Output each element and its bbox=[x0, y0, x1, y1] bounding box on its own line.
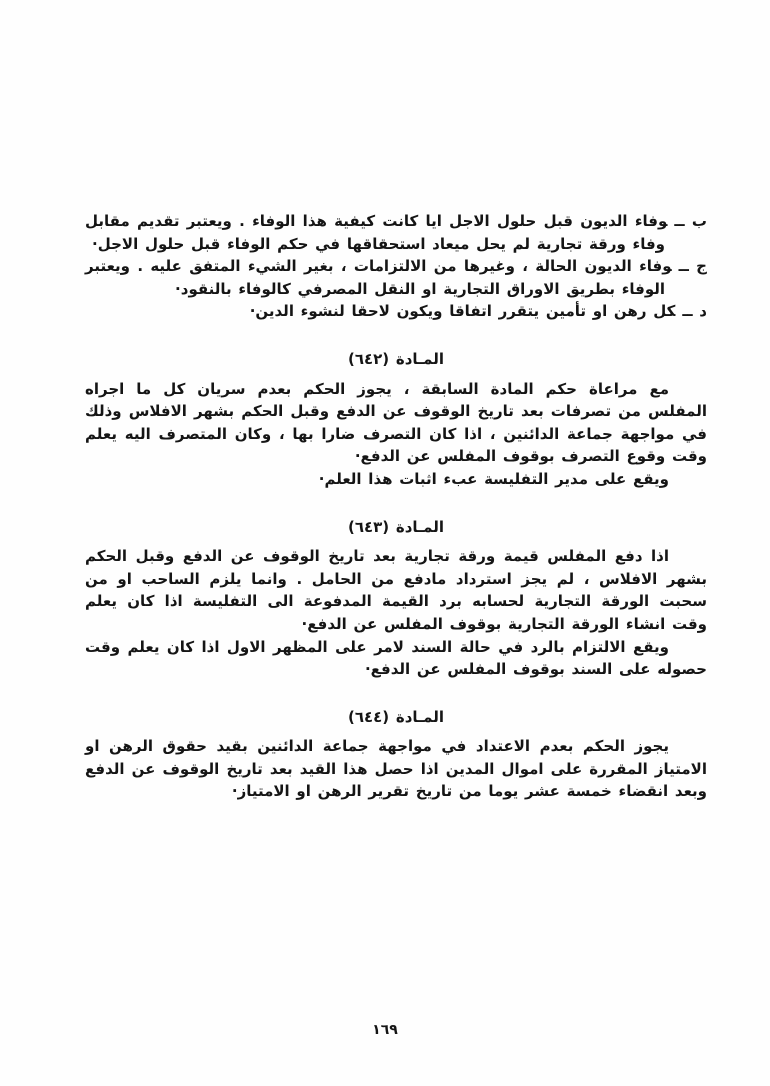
text-column bbox=[85, 210, 707, 803]
clause-marker: د ــ bbox=[682, 302, 707, 321]
clause-marker: ب ــ bbox=[674, 212, 707, 230]
article-heading: المـادة (٦٤٤) bbox=[347, 707, 445, 726]
article-paragraph: ويقع الالتزام بالرد في حالة السند لامر على المظهر الاول اذا كان يعلم وقت حصوله على السند بوقوف المفلس عن الدفع· bbox=[85, 637, 707, 679]
article-643 bbox=[85, 516, 707, 681]
page-number: ١٦٩ bbox=[372, 1022, 398, 1038]
article-644 bbox=[85, 706, 707, 803]
article-paragraph: ويقع على مدير التفليسة عبء اثبات هذا العلم· bbox=[318, 469, 669, 488]
clause-item-j bbox=[85, 255, 707, 300]
clause-marker: ج ــ bbox=[678, 257, 707, 276]
article-642 bbox=[85, 348, 707, 491]
article-heading: المـادة (٦٤٢) bbox=[347, 349, 445, 368]
clause-item-b bbox=[85, 210, 707, 255]
article-paragraph: اذا دفع المفلس قيمة ورقة تجارية بعد تاريخ الوقوف عن الدفع وقبل الحكم بشهر الافلاس ، لم يجز استرداد مادفع من الحامل . وانما يلزم الساحب او من سحبت الورقة التجارية لحسابه برد القيمة المدفوعة الى التفليسة اذا كان يعلم وقت انشاء الورقة التجارية بوقوف المفلس عن الدفع· bbox=[85, 547, 707, 633]
clause-text: كل رهن او تأمين يتقرر اتفاقا ويكون لاحقا لنشوء الدين· bbox=[249, 302, 676, 321]
clause-text: وفاء الديون الحالة ، وغيرها من الالتزامات ، بغير الشيء المتفق عليه . ويعتبر الوفاء بطريق الاوراق التجارية او النقل المصرفي كالوفاء بالنقود· bbox=[85, 257, 672, 298]
article-heading: المـادة (٦٤٣) bbox=[347, 517, 445, 536]
article-paragraph: يجوز الحكم بعدم الاعتداد في مواجهة جماعة الدائنين بقيد حقوق الرهن او الامتياز المقررة على اموال المدين اذا حصل هذا القيد بعد تاريخ الوقوف عن الدفع وبعد انقضاء خمسة عشر يوما من تاريخ تقرير الرهن او الامتياز· bbox=[85, 737, 707, 801]
article-paragraph: مع مراعاة حكم المادة السابقة ، يجوز الحكم بعدم سريان كل ما اجراه المفلس من تصرفات بعد تاريخ الوقوف عن الدفع وقبل الحكم بشهر الافلاس وذلك في مواجهة جماعة الدائنين ، اذا كان التصرف ضارا بها ، وكان المتصرف اليه يعلم وقت وقوع التصرف بوقوف المفلس عن الدفع· bbox=[85, 379, 707, 466]
clause-text: وفاء الديون قبل حلول الاجل ايا كانت كيفية هذا الوفاء . ويعتبر تقديم مقابل وفاء ورقة تجارية لم يحل ميعاد استحقاقها في حكم الوفاء قبل حلول الاجل· bbox=[85, 212, 668, 253]
clause-item-d bbox=[85, 300, 707, 323]
